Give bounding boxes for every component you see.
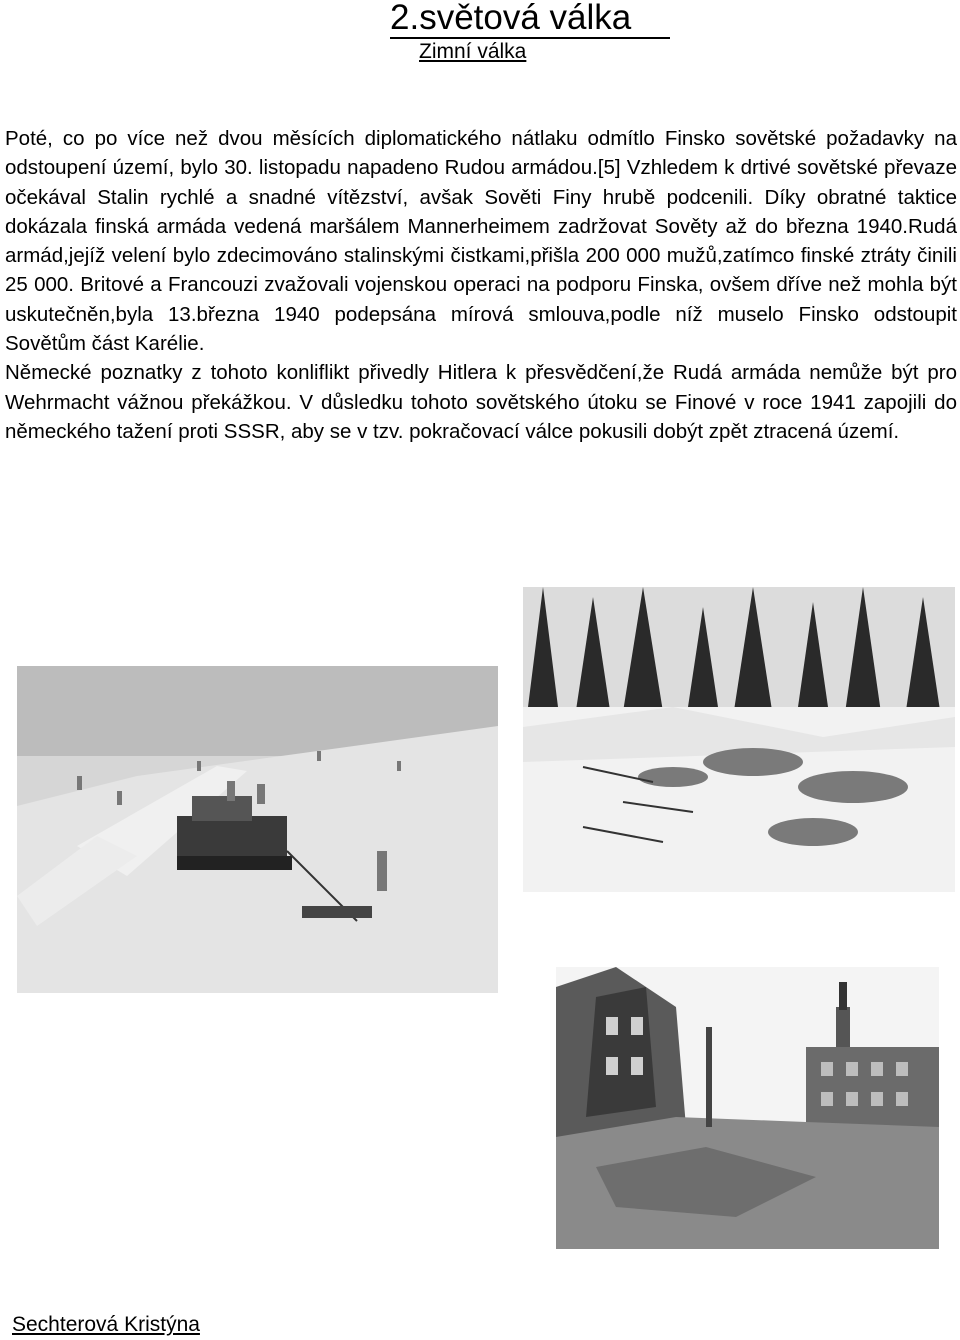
photo-soldiers-in-snow-forest	[523, 587, 955, 892]
photo-ruined-buildings	[556, 967, 939, 1249]
article-body	[5, 124, 957, 446]
author-name: Sechterová Kristýna	[12, 1313, 200, 1336]
page-title: 2.světová válka	[390, 0, 670, 39]
photo-tank-graphic	[17, 666, 498, 993]
page-subtitle: Zimní válka	[419, 40, 527, 63]
paragraph-2: Německé poznatky z tohoto konliflikt přivedly Hitlera k přesvědčení,že Rudá armáda nemůže být pro Wehrmacht vážnou překážkou. V důsledku tohoto sovětského útoku se Finové v roce 1941 zapojili do německého tažení proti SSSR, aby se v tzv. pokračovací válce pokusili dobýt zpět ztracená území.	[5, 361, 957, 443]
photo-soldiers-graphic	[523, 587, 955, 892]
paragraph-1: Poté, co po více než dvou měsících diplomatického nátlaku odmítlo Finsko sovětské požadavky na odstoupení území, bylo 30. listopadu napadeno Rudou armádou.[5] Vzhledem k drtivé sovětské převaze očekával Stalin rychlé a snadné vítězství, avšak Sověti Finy hrubě podcenili. Díky obratné taktice dokázala finská armáda vedená maršálem Mannerheimem zadržovat Sověty až do března 1940.Rudá armád,jejíž velení bylo zdecimováno stalinskými čistkami,přišla 200 000 mužů,zatímco finské ztráty činili 25 000. Britové a Francouzi zvažovali vojenskou operaci na podporu Finska, ovšem dříve než mohla být uskutečněn,byla 13.března 1940 podepsána mírová smlouva,podle níž muselo Finsko odstoupit Sovětům část Karélie.	[5, 127, 957, 356]
photo-ruins-graphic	[556, 967, 939, 1249]
photo-tank-on-snow	[17, 666, 498, 993]
